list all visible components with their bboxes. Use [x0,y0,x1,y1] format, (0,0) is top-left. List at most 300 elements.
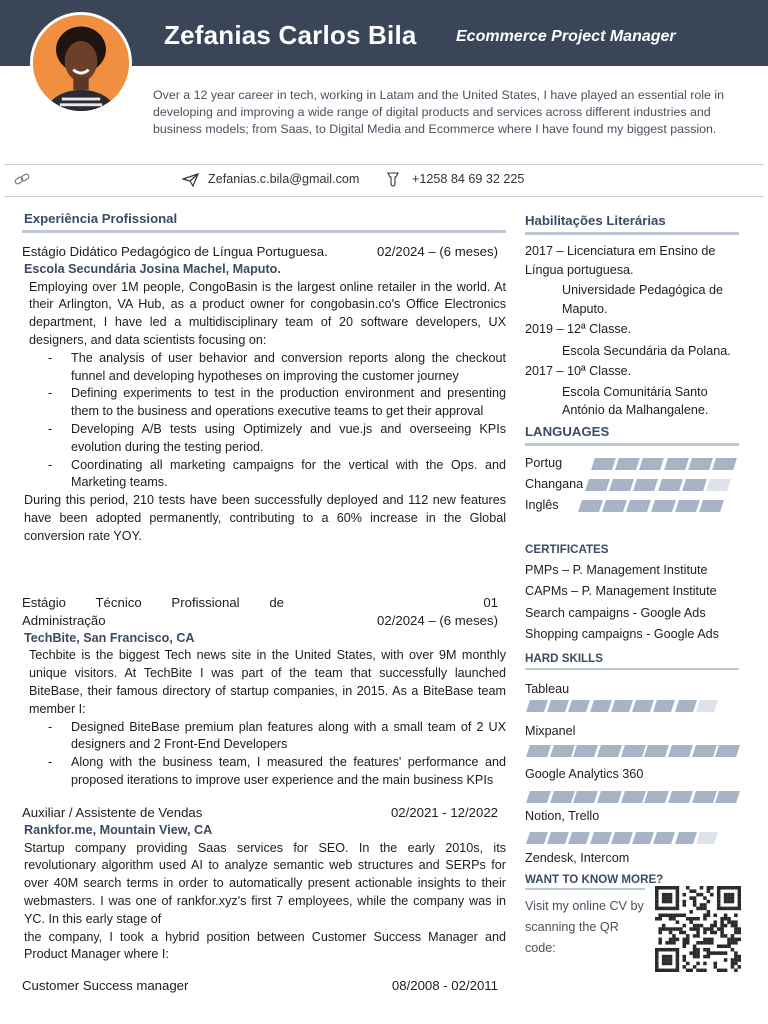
certificate-item: Search campaigns - Google Ads [525,606,706,620]
qr-module [738,931,741,935]
qr-module [662,886,666,890]
level-segment [639,458,664,470]
qr-module [734,962,738,966]
qr-module [724,944,728,948]
qr-module [703,955,707,959]
qr-module [665,969,669,972]
level-segment [578,500,603,512]
job-title: Auxiliar / Assistente de Vendas [22,805,203,820]
language-level-bar [587,479,729,491]
qr-module [686,969,690,972]
level-segment [696,832,718,844]
language-level-bar [593,458,735,470]
qr-module [672,907,676,911]
qr-module [662,969,666,972]
qr-module [655,903,659,907]
qr-module [717,903,721,907]
qr-module [707,914,711,918]
qr-module [731,907,735,911]
level-segment [688,458,713,470]
qr-module [669,958,673,962]
skill-level-bar [528,700,716,712]
qr-module [676,914,680,918]
level-segment [621,791,646,803]
qr-module [727,907,731,911]
qr-module [672,948,676,952]
qr-module [683,893,687,897]
qr-module [669,955,673,959]
qr-module [710,931,714,935]
qr-module [717,944,721,948]
qr-module [720,917,724,921]
qr-module [738,893,741,897]
qr-module [676,907,680,911]
qr-module [738,907,741,911]
qr-module [703,927,707,931]
qr-module [734,958,738,962]
qr-module [686,938,690,942]
link-icon[interactable] [14,172,30,186]
level-segment [699,500,724,512]
qr-module [676,889,680,893]
qr-module [738,938,741,942]
qr-module [717,900,721,904]
qr-module [665,900,669,904]
qr-module [676,927,680,931]
level-segment [573,745,598,757]
qr-module [679,927,683,931]
qr-module [693,948,697,952]
qr-module [676,969,680,972]
qr-module [707,900,711,904]
level-segment [653,832,675,844]
qr-module [683,941,687,945]
level-segment [526,832,548,844]
qr-module [679,931,683,935]
qr-module [658,927,662,931]
level-segment [568,832,590,844]
job-bullets [22,350,506,492]
qr-module [672,969,676,972]
qr-module [683,914,687,918]
qr-module [713,962,717,966]
language-name: Portug [525,456,563,470]
qr-module [713,924,717,928]
qr-module [696,924,700,928]
qr-module [662,927,666,931]
qr-module [669,886,673,890]
qr-module [683,944,687,948]
certificates-heading: CERTIFICATES [525,543,609,556]
qr-module [707,938,711,942]
level-segment [692,791,717,803]
qr-module [724,886,728,890]
qr-module [676,920,680,924]
skill-level-bar [528,832,716,844]
qr-module [693,955,697,959]
qr-module [696,893,700,897]
qr-module [686,941,690,945]
skill-name: Tableau [525,682,570,696]
qr-module [655,917,659,921]
qr-module [720,951,724,955]
job-bullet: - Developing A/B tests using Optimizely and vue.js and overseeing KPIs evolution during the testing period. [71,421,506,457]
qr-module [672,934,676,938]
qr-module [662,900,666,904]
job-1 [22,243,506,546]
qr-module [724,951,728,955]
qr-module [727,900,731,904]
qr-module [713,965,717,969]
job-bullet: - Coordinating all marketing campaigns for the vertical with the Ops. and Marketing teams. [71,457,506,493]
qr-module [707,927,711,931]
qr-module [700,941,704,945]
level-segment [611,832,633,844]
qr-module [658,917,662,921]
qr-module [738,958,741,962]
qr-module [689,951,693,955]
level-segment [590,832,612,844]
level-segment [682,479,707,491]
qr-module [689,889,693,893]
qr-module [713,951,717,955]
qr-module [731,896,735,900]
job-date: 02/2024 – (6 meses) [377,613,498,628]
qr-module [658,948,662,952]
qr-module [655,948,659,952]
qr-module [717,896,721,900]
certificate-item: PMPs – P. Management Institute [525,563,708,577]
qr-module [669,969,673,972]
qr-module [662,948,666,952]
qr-module [720,886,724,890]
level-segment [547,700,569,712]
qr-module [710,893,714,897]
email-link[interactable]: Zefanias.c.bila@gmail.com [208,172,360,186]
education-rule [525,232,739,235]
qr-module [655,969,659,972]
qr-module [727,941,731,945]
qr-module [655,951,659,955]
qr-module [658,886,662,890]
qr-module [665,907,669,911]
qr-module [724,934,728,938]
qr-module [703,907,707,911]
level-segment [664,458,689,470]
phone-number[interactable]: +1258 84 69 32 225 [412,172,525,186]
qr-module [738,889,741,893]
qr-module [662,958,666,962]
language-level-bar [580,500,722,512]
qr-module [727,896,731,900]
qr-module [717,927,721,931]
level-segment [653,700,675,712]
qr-module [731,934,735,938]
level-segment [715,745,740,757]
qr-module [693,944,697,948]
qr-module [655,962,659,966]
job-title: Estágio Didático Pedagógico de Língua Portuguesa. [22,244,328,259]
qr-module [731,962,735,966]
qr-module [717,907,721,911]
qr-module [676,965,680,969]
certificate-item: CAPMs – P. Management Institute [525,584,717,598]
candidate-role: Ecommerce Project Manager [456,28,676,45]
qr-module [669,893,673,897]
qr-module [710,886,714,890]
cta-heading: WANT TO KNOW MORE? [525,873,664,886]
education-item: 2019 – 12ª Classe. [525,322,632,336]
level-segment [602,500,627,512]
qr-module [665,896,669,900]
qr-module [676,962,680,966]
level-segment [668,791,693,803]
job-bullet: - Designed BiteBase premium plan features along with a small team of 2 UX designers and 2 Front-End Developers [71,719,506,755]
qr-module [724,958,728,962]
qr-module [738,927,741,931]
experience-rule [22,230,506,233]
qr-module [669,907,673,911]
skill-name: Google Analytics 360 [525,767,644,781]
qr-module [676,948,680,952]
qr-module [672,917,676,921]
qr-module [707,886,711,890]
job-company: Rankfor.me, Mountain View, CA [24,822,213,837]
qr-module [720,920,724,924]
qr-module [658,907,662,911]
job-bullets [22,719,506,790]
level-segment [590,700,612,712]
level-segment [611,700,633,712]
qr-module [693,951,697,955]
qr-module [734,955,738,959]
qr-module [662,955,666,959]
qr-module [724,907,728,911]
job-date: 02/2021 - 12/2022 [390,805,498,820]
qr-module [724,924,728,928]
qr-module [658,941,662,945]
qr-module [696,917,700,921]
qr-module [665,958,669,962]
level-segment [526,791,551,803]
qr-module [683,903,687,907]
qr-module [665,886,669,890]
job-4 [22,977,506,995]
qr-module [672,938,676,942]
job-date: 08/2008 - 02/2011 [391,978,498,993]
qr-module [700,886,704,890]
qr-module [707,951,711,955]
qr-module [713,920,717,924]
qr-module [669,931,673,935]
qr-module [731,900,735,904]
qr-module [662,907,666,911]
qr-module [693,917,697,921]
qr-module [727,944,731,948]
qr-module [683,931,687,935]
hard-skills-rule [525,668,739,670]
job-outcome: During this period, 210 tests have been successfully deployed and 112 new features have been adopted permanently, contributing to a 60% increase in the Global conversion rate YOY. [24,493,506,543]
qr-module [703,903,707,907]
profile-photo [30,12,132,114]
qr-module [731,958,735,962]
qr-module [655,965,659,969]
level-segment [715,791,740,803]
level-segment [597,791,622,803]
qr-module [655,958,659,962]
qr-module [696,934,700,938]
level-segment [585,479,610,491]
qr-module [717,893,721,897]
qr-module [713,914,717,918]
qr-module [720,969,724,972]
education-list [525,242,739,420]
qr-module [713,931,717,935]
skill-name: Notion, Trello [525,809,600,823]
language-row [525,456,739,474]
qr-module [724,893,728,897]
level-segment [550,791,575,803]
qr-module [689,910,693,914]
qr-module [662,893,666,897]
qr-module [676,903,680,907]
qr-module [689,927,693,931]
qr-module [703,962,707,966]
qr-module [689,969,693,972]
qr-module [686,886,690,890]
qr-module [665,914,669,918]
qr-module [689,920,693,924]
level-segment [692,745,717,757]
qr-module [683,965,687,969]
qr-module [669,917,673,921]
qr-module [683,938,687,942]
education-school: Universidade Pedagógica de Maputo. [562,283,724,316]
qr-module [693,934,697,938]
qr-module [669,927,673,931]
qr-module [683,955,687,959]
qr-module [669,948,673,952]
hard-skills-heading: HARD SKILLS [525,652,603,665]
qr-module [693,900,697,904]
job-description: Employing over 1M people, CongoBasin is the largest online retailer in the world. At their Arlington, VA Hub, as a product owner for congobasin.co's Office Electronics department, I have led a multidisciplinary team of 20 software developers, UX designers, and data scientists focusing on: [29,279,506,347]
candidate-name: Zefanias Carlos Bila [164,20,417,50]
qr-module [696,927,700,931]
language-name: Inglês [525,498,559,512]
qr-module [665,893,669,897]
level-segment [675,700,697,712]
qr-module [707,910,711,914]
qr-module [696,948,700,952]
qr-module [696,931,700,935]
contact-divider-top [4,164,764,165]
qr-module [696,962,700,966]
qr-module [683,924,687,928]
qr-module [696,941,700,945]
qr-module [686,962,690,966]
qr-module [727,938,731,942]
qr-module [734,914,738,918]
level-segment [696,700,718,712]
level-segment [668,745,693,757]
qr-module [734,927,738,931]
skill-level-bar [528,791,738,803]
skill-level-bar [528,745,738,757]
languages-heading: LANGUAGES [525,424,610,439]
qr-module [693,889,697,893]
qr-module [669,896,673,900]
qr-module [665,948,669,952]
job-description: Techbite is the biggest Tech news site in the United States, with over 9M monthly unique visitors. At TechBite I was part of the team that successfully launched BiteBase, their famous directory of startup companies, in 2015. As a BiteBase team member I: [29,648,506,716]
avatar-illustration [33,15,129,111]
job-date: 02/2024 – (6 meses) [377,244,498,259]
qr-module [686,934,690,938]
qr-module [672,886,676,890]
qr-module [655,893,659,897]
qr-module [724,896,728,900]
education-heading: Habilitações Literárias [525,213,666,228]
education-item: 2017 – 10ª Classe. [525,364,632,378]
qr-module [655,907,659,911]
qr-module [703,931,707,935]
qr-module [696,907,700,911]
level-segment [644,791,669,803]
level-segment [591,458,616,470]
level-segment [597,745,622,757]
qr-module [734,951,738,955]
qr-module [683,900,687,904]
qr-module [676,900,680,904]
qr-module [707,941,711,945]
qr-module [717,969,721,972]
level-segment [568,700,590,712]
phone-icon [386,172,400,187]
qr-module [665,927,669,931]
qr-module [693,965,697,969]
job-bullet: - Defining experiments to test in the production environment and presenting them to the business and operations executive teams to get their approval [71,385,506,421]
qr-module [676,938,680,942]
language-row [525,477,739,495]
qr-module [731,886,735,890]
qr-module [669,962,673,966]
level-segment [706,479,731,491]
qr-module [676,893,680,897]
qr-module [703,948,707,952]
qr-module [655,889,659,893]
certificate-item: Shopping campaigns - Google Ads [525,627,719,641]
qr-module [724,914,728,918]
qr-module [707,889,711,893]
languages-rule [525,443,739,446]
job-description-cont: the company, I took a hybrid position between Customer Success Manager and Product Manager where I: [24,929,506,962]
qr-module [727,920,731,924]
job-bullet: - The analysis of user behavior and conversion reports along the checkout funnel and developing hypotheses on improving the customer journey [71,350,506,386]
qr-module [731,924,735,928]
level-segment [675,832,697,844]
language-name: Changana [525,477,584,491]
qr-module [720,924,724,928]
qr-module [662,924,666,928]
qr-module [734,969,738,972]
qr-module [717,886,721,890]
qr-module [672,941,676,945]
qr-module [734,924,738,928]
qr-module [658,969,662,972]
qr-code[interactable] [655,886,741,972]
level-segment [651,500,676,512]
qr-module [738,965,741,969]
qr-module [724,900,728,904]
